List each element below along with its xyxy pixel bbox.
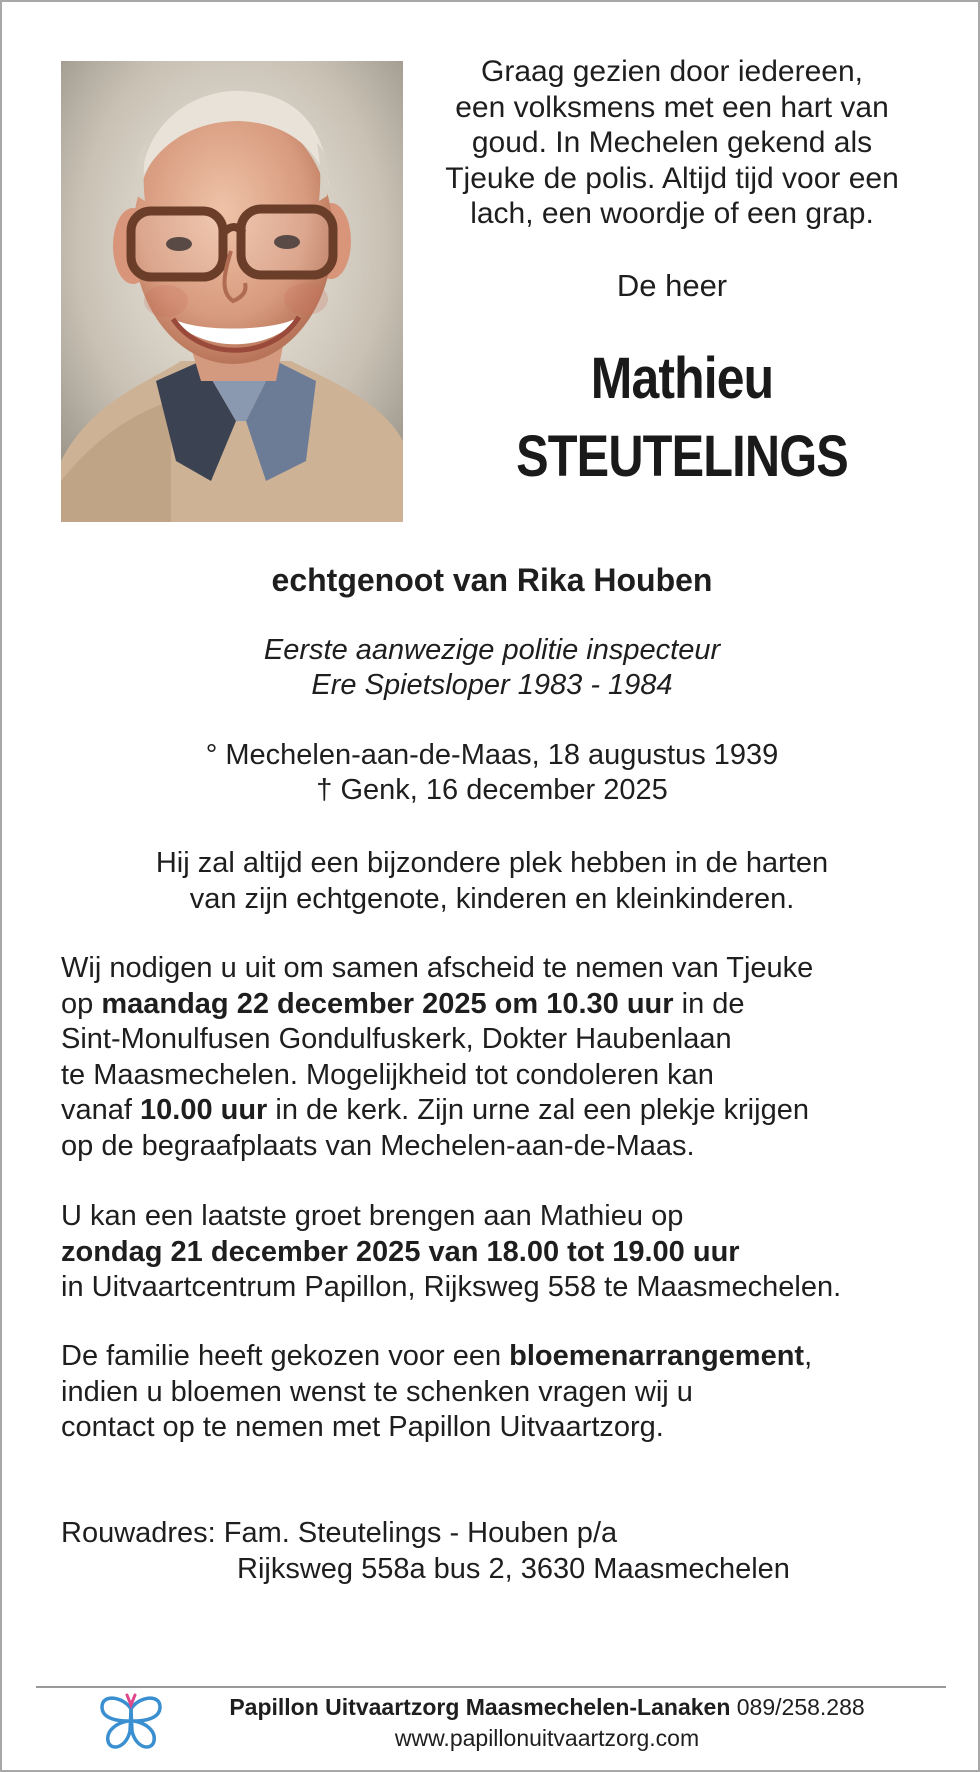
life-dates — [2, 738, 980, 808]
intro-line: Graag gezien door iedereen, — [481, 55, 863, 88]
deceased-name — [427, 340, 937, 496]
butterfly-icon — [96, 1691, 166, 1753]
funeral-line: op de begraafplaats van Mechelen-aan-de-Maas. — [61, 1129, 695, 1162]
footer-company-line — [182, 1692, 912, 1723]
flowers-keyword: bloemenarrangement — [509, 1340, 805, 1372]
funeral-line: Wij nodigen u uit om samen afscheid te nemen van Tjeuke — [61, 952, 814, 984]
memory-line: van zijn echtgenote, kinderen en kleinkinderen. — [189, 883, 795, 915]
memory-text — [2, 845, 980, 917]
funeral-paragraph — [61, 951, 961, 1165]
intro-line: Tjeuke de polis. Altijd tijd voor een — [445, 161, 899, 195]
condolence-time: 10.00 uur — [140, 1094, 268, 1127]
company-website[interactable]: www.papillonuitvaartzorg.com — [394, 1725, 700, 1751]
title-line: Eerste aanwezige politie inspecteur — [263, 634, 721, 666]
honorary-titles — [2, 633, 980, 703]
intro-line: lach, een woordje of een grap. — [470, 197, 874, 230]
mourning-address — [61, 1516, 790, 1587]
flowers-line: contact op te nemen met Papillon Uitvaartzorg. — [61, 1411, 664, 1444]
visitation-paragraph — [61, 1199, 961, 1306]
visit-date: zondag 21 december 2025 van 18.00 tot 19.00 uur — [61, 1235, 740, 1268]
last-name: STEUTELINGS — [516, 424, 848, 489]
address-line: Rouwadres: Fam. Steutelings - Houben p/a — [61, 1517, 618, 1549]
birth-date: ° Mechelen-aan-de-Maas, 18 augustus 1939 — [205, 739, 779, 771]
company-phone[interactable]: 089/258.288 — [730, 1694, 865, 1720]
funeral-date: maandag 22 december 2025 om 10.30 uur — [101, 987, 674, 1020]
salutation: De heer — [616, 268, 728, 303]
first-name: Mathieu — [590, 346, 774, 411]
visit-line: in Uitvaartcentrum Papillon, Rijksweg 558 te Maasmechelen. — [61, 1271, 842, 1304]
flowers-line: indien u bloemen wenst te schenken vragen wij u — [61, 1375, 693, 1408]
funeral-home-footer — [182, 1692, 912, 1754]
visit-line: U kan een laatste groet brengen aan Mathieu op — [61, 1200, 684, 1232]
funeral-line: op maandag 22 december 2025 om 10.30 uur in de — [61, 987, 745, 1020]
visit-line — [61, 1235, 961, 1271]
address-line: Rijksweg 558a bus 2, 3630 Maasmechelen — [237, 1552, 790, 1585]
portrait-photo — [61, 61, 403, 522]
intro-text — [427, 54, 917, 232]
funeral-line: Sint-Monulfusen Gondulfuskerk, Dokter Haubenlaan — [61, 1023, 732, 1056]
spouse-text: echtgenoot van Rika Houben — [271, 562, 713, 598]
funeral-line: te Maasmechelen. Mogelijkheid tot condoleren kan — [61, 1058, 714, 1091]
memory-line: Hij zal altijd een bijzondere plek hebben in de harten — [155, 847, 829, 879]
company-name: Papillon Uitvaartzorg Maasmechelen-Lanaken — [229, 1694, 731, 1720]
footer-divider — [36, 1686, 946, 1688]
portrait-illustration — [61, 61, 403, 522]
title-line: Ere Spietsloper 1983 - 1984 — [311, 669, 673, 701]
death-date: † Genk, 16 december 2025 — [316, 774, 668, 806]
intro-line: een volksmens met een hart van — [455, 90, 889, 124]
intro-line: goud. In Mechelen gekend als — [471, 126, 873, 159]
flowers-paragraph — [61, 1339, 961, 1446]
flowers-line: De familie heeft gekozen voor een bloemenarrangement, — [61, 1340, 813, 1372]
spouse-line — [2, 560, 980, 600]
funeral-line: vanaf 10.00 uur in de kerk. Zijn urne zal een plekje krijgen — [61, 1094, 809, 1127]
